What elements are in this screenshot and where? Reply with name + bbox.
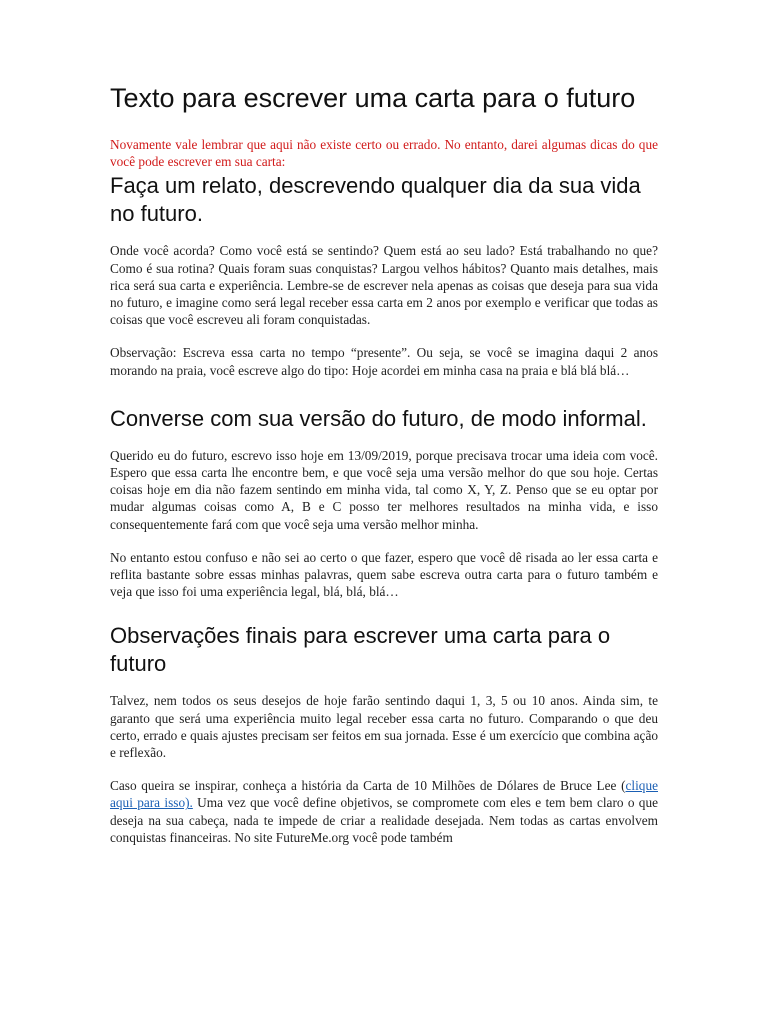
paragraph-relato-questions: Onde você acorda? Como você está se sentindo? Quem está ao seu lado? Está trabalhando no que? Como é sua rotina? Quais foram suas conquistas? Largou velhos hábitos? Quanto mais detalhes, mais rica será sua carta e experiência. Lembre-se de escrever nela apenas as coisas que deseja para sua vida no futuro, e imagine como será legal receber essa carta em 2 anos por exemplo e verificar que todas as coisas que você escreveu ali foram conquistadas. <box>110 243 658 328</box>
intro-paragraph: Novamente vale lembrar que aqui não existe certo ou errado. No entanto, darei algumas dicas do que você pode escrever em sua carta: <box>110 137 658 170</box>
section-heading-observacoes-finais: Observações finais para escrever uma carta para o futuro <box>110 623 611 677</box>
paragraph-caso-queira-end: Uma vez que você define objetivos, se compromete com eles e tem bem claro o que deseja na sua cabeça, nada te impede de criar a realidade desejada. Nem todas as cartas envolvem conquistas financeiras. No site FutureMe.org você pode também <box>110 795 658 845</box>
paragraph-caso-queira-start: Caso queira se inspirar, conheça a história da Carta de 10 Milhões de Dólares de Bruce Lee ( <box>110 778 626 794</box>
section-heading-relato: Faça um relato, descrevendo qualquer dia da sua vida no futuro. <box>110 173 641 227</box>
page-title: Texto para escrever uma carta para o futuro <box>110 83 636 113</box>
paragraph-no-entanto: No entanto estou confuso e não sei ao certo o que fazer, espero que você dê risada ao ler essa carta e reflita bastante sobre essas minhas palavras, quem sabe escreva outra carta para o futuro também e veja que isso foi uma experiência legal, blá, blá, blá… <box>110 549 658 600</box>
paragraph-observacao: Observação: Escreva essa carta no tempo “presente”. Ou seja, se você se imagina daqui 2 anos morando na praia, você escreve algo do tipo: Hoje acordei em minha casa na praia e blá blá blá… <box>110 345 658 378</box>
bruce-lee-link[interactable]: clique aqui para isso). <box>110 778 658 811</box>
paragraph-querido-eu: Querido eu do futuro, escrevo isso hoje em 13/09/2019, porque precisava trocar uma ideia com você. Espero que essa carta lhe encontre bem, e que você seja uma versão melhor do que sou hoje. Certas coisas hoje em dia não fazem sentindo em minha vida, tal como X, Y, Z. Penso que se eu optar por mudar algumas coisas como A, B e C posso ter melhores resultados na minha vida, e isso consequentemente fará com que você seja uma versão melhor minha. <box>110 447 658 532</box>
section-heading-converse: Converse com sua versão do futuro, de modo informal. <box>110 405 647 431</box>
paragraph-caso-queira <box>110 777 658 846</box>
paragraph-talvez: Talvez, nem todos os seus desejos de hoje farão sentindo daqui 1, 3, 5 ou 10 anos. Ainda sim, te garanto que será uma experiência muito legal receber essa carta no futuro. Comparando o que deu certo, errado e quais ajustes precisam ser feitos em sua jornada. Esse é um exercício que combina ação e reflexão. <box>110 693 658 761</box>
